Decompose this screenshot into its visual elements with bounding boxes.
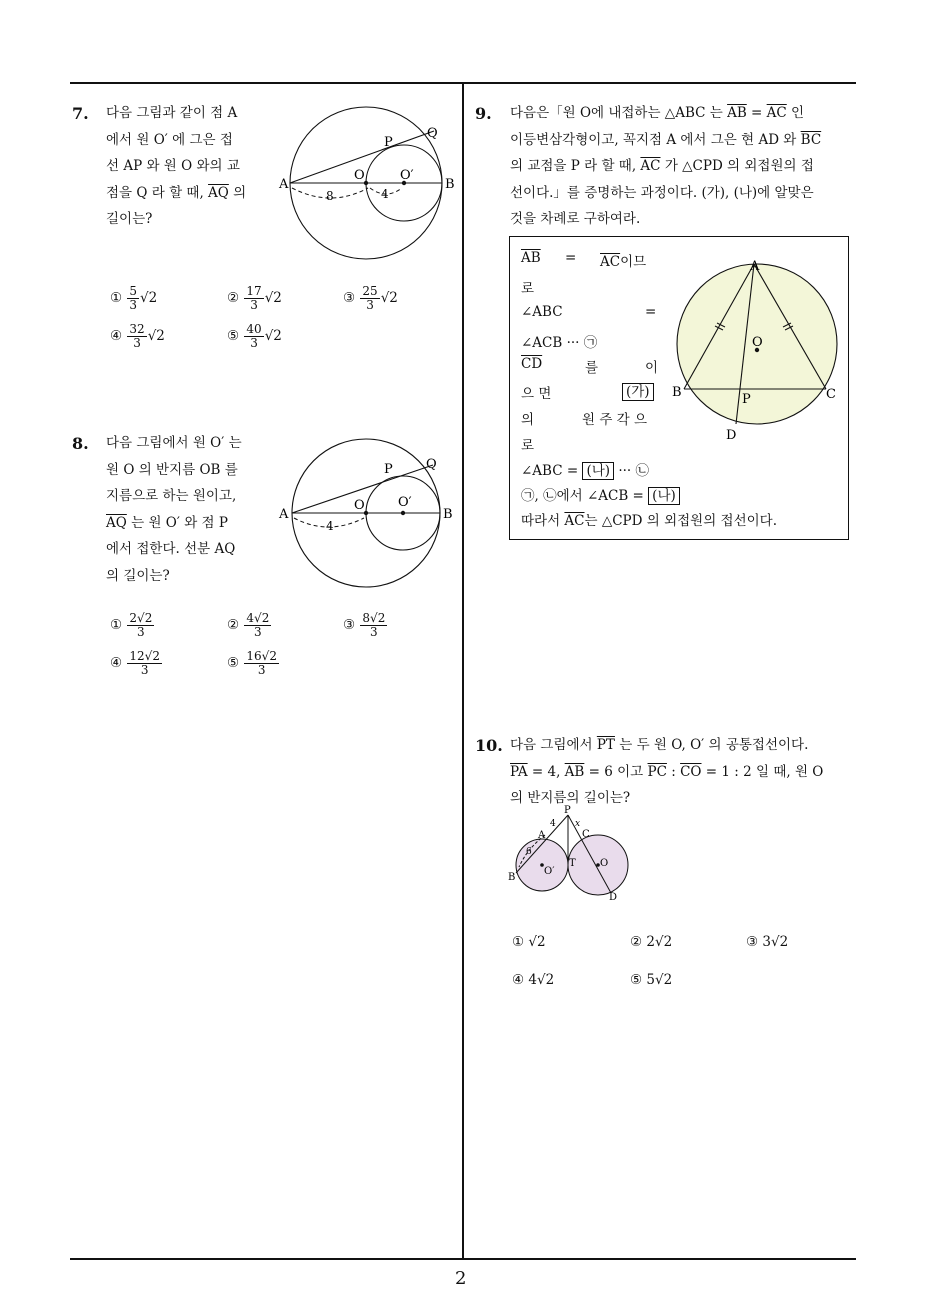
q10-choice-2[interactable]: ② 2√2 [630, 934, 673, 950]
q8-figure [276, 430, 466, 600]
q10-label-b: B [508, 872, 516, 883]
q10-line3: 의 반지름의 길이는? [510, 790, 631, 806]
q7-line4: 점을 Q 라 할 때, $\overline{AQ}$ 의 [106, 184, 247, 201]
q10-choice-5[interactable]: ⑤ 5√2 [630, 972, 673, 988]
proof-line1: $\overline{AB}$ [521, 250, 541, 266]
q8-line4: $\overline{AQ}$ 는 원 O′ 와 점 P [106, 514, 228, 531]
proof-line8: 로 [521, 438, 535, 454]
q10-text [510, 732, 860, 812]
q7-seg-aq: $\overline{AQ}$ [208, 184, 229, 201]
q9-label-o: O [752, 335, 763, 350]
q9-line4: 선이다.」를 증명하는 과정이다. (가), (나)에 알맞은 [510, 184, 814, 201]
q9-figure [668, 250, 846, 450]
proof-line5a: $\overline{CD}$ [521, 356, 543, 372]
q8-label-p: P [384, 462, 393, 477]
q7-choice-4[interactable]: ④ $\frac{32}{3}$ √2 [110, 322, 165, 350]
q10-label-d: D [609, 892, 618, 903]
blank-ga[interactable]: (가) [622, 383, 654, 401]
q8-line5: 에서 접한다. 선분 AQ [106, 541, 236, 557]
q9-number: 9. [475, 104, 492, 123]
q7-number: 7. [72, 104, 89, 123]
proof-line9: ∠ABC = (나) ··· ㉡ [521, 463, 650, 479]
q10-label-x: x [575, 819, 581, 829]
q9-label-c: C [826, 387, 836, 402]
q8-choice-1[interactable]: ① $\frac{2√2}{3}$ [110, 611, 153, 639]
proof-line3: ∠ABC [521, 304, 563, 320]
q7-choice-5[interactable]: ⑤ $\frac{40}{3}$ √2 [227, 322, 282, 350]
q10-choice-3[interactable]: ③ 3√2 [746, 934, 789, 950]
q10-figure [505, 805, 635, 905]
q8-number: 8. [72, 434, 89, 453]
q7-label-b: B [445, 177, 455, 192]
q7-line1: 다음 그림과 같이 점 A [106, 105, 238, 121]
q7-choice-1[interactable]: ① $\frac{5}{3}$ √2 [110, 284, 158, 312]
blank-na-1[interactable]: (나) [582, 462, 614, 480]
q10-label-4: 4 [550, 819, 556, 829]
proof-line10: ㉠, ㉡에서 ∠ACB = (나) [521, 484, 680, 504]
page-number: 2 [455, 1268, 467, 1289]
q8-choice-5[interactable]: ⑤ $\frac{16√2}{3}$ [227, 649, 277, 677]
q8-line6: 의 길이는? [106, 567, 170, 584]
q9-line3: 의 교점을 P 라 할 때, $\overline{AC}$ 가 △CPD 의 외접원의 접 [510, 158, 814, 174]
proof-line5b: 를 [585, 360, 599, 376]
q10-label-6: 6 [526, 847, 532, 857]
q10-choice-1[interactable]: ① √2 [512, 934, 546, 950]
q8-label-o: O [354, 498, 365, 513]
proof-line7b: 원 주 각 으 [582, 412, 648, 428]
proof-line1c: $\overline{AC}$이므 [600, 254, 647, 270]
q7-text [106, 100, 266, 233]
q8-choice-2[interactable]: ② $\frac{4√2}{3}$ [227, 611, 270, 639]
q7-choice-2[interactable]: ② $\frac{17}{3}$ √2 [227, 284, 282, 312]
q7-label-p: P [384, 135, 393, 150]
q8-label-o2: O′ [398, 495, 412, 510]
proof-line1b: = [565, 250, 577, 266]
q8-label-4: 4 [326, 519, 334, 533]
q10-label-o: O [600, 858, 609, 869]
q9-label-a: A [750, 259, 760, 274]
q9-line1: 다음은「원 O에 내접하는 △ABC 는 $\overline{AB} = \overline{AC}$ 인 [510, 105, 805, 121]
q10-line1: 다음 그림에서 $\overline{PT}$ 는 두 원 O, O′ 의 공통접선이다. [510, 737, 809, 753]
bottom-rule [70, 1258, 856, 1260]
proof-line7a: 의 [521, 412, 535, 428]
q10-number: 10. [475, 736, 503, 755]
q7-label-a: A [279, 177, 289, 192]
q9-line5: 것을 차례로 구하여라. [510, 211, 641, 227]
proof-line4: ∠ACB ··· ㉠ [521, 335, 598, 351]
q8-choice-4[interactable]: ④ $\frac{12√2}{3}$ [110, 649, 160, 677]
q7-label-4: 4 [381, 187, 389, 201]
q7-figure [276, 100, 466, 290]
proof-line6b[interactable] [622, 380, 654, 400]
q8-choice-3[interactable]: ③ $\frac{8√2}{3}$ [343, 611, 386, 639]
proof-line11: 따라서 $\overline{AC}$는 △CPD 의 외접원의 접선이다. [521, 513, 778, 529]
q8-text [106, 430, 266, 589]
q7-choice-3[interactable]: ③ $\frac{25}{3}$ √2 [343, 284, 398, 312]
q9-text [510, 100, 860, 233]
q8-line2: 원 O 의 반지름 OB 를 [106, 461, 238, 478]
proof-line5c: 이 [645, 360, 659, 376]
proof-line6a: 으 면 [521, 386, 552, 402]
q8-seg-aq: $\overline{AQ}$ [106, 514, 127, 531]
q8-label-a: A [279, 507, 289, 522]
q10-label-a: A [538, 830, 546, 841]
q8-line1: 다음 그림에서 원 O′ 는 [106, 435, 242, 451]
q8-label-b: B [443, 507, 453, 522]
blank-na-2[interactable]: (나) [648, 487, 680, 505]
q7-label-o: O [354, 168, 365, 183]
q7-label-8: 8 [326, 189, 334, 203]
q7-label-o2: O′ [400, 168, 414, 183]
q7-line5: 길이는? [106, 211, 153, 227]
q10-label-p: P [564, 805, 571, 816]
q10-line2: $\overline{PA} = 4$, $\overline{AB} = 6$ 이고 $\overline{PC}$ : $\overline{CO} = 1$ : 2 일 때, 원 O [510, 763, 824, 780]
q9-label-d: D [726, 428, 737, 443]
q10-label-o2: O′ [544, 866, 555, 877]
proof-line2: 로 [521, 281, 535, 297]
q8-line3: 지름으로 하는 원이고, [106, 488, 237, 504]
q9-label-p: P [742, 392, 751, 407]
q7-label-q: Q [427, 126, 438, 141]
q10-label-c: C [582, 829, 590, 840]
q7-line3: 선 AP 와 원 O 와의 교 [106, 158, 240, 174]
q9-line2: 이등변삼각형이고, 꼭지점 A 에서 그은 현 AD 와 $\overline{BC}$ [510, 131, 822, 148]
q8-label-q: Q [426, 457, 437, 472]
q10-choice-4[interactable]: ④ 4√2 [512, 972, 555, 988]
q9-label-b: B [672, 385, 682, 400]
q7-line2: 에서 원 O′ 에 그은 접 [106, 131, 233, 148]
proof-line3b: = [645, 304, 657, 320]
q10-label-t: T [569, 858, 576, 869]
